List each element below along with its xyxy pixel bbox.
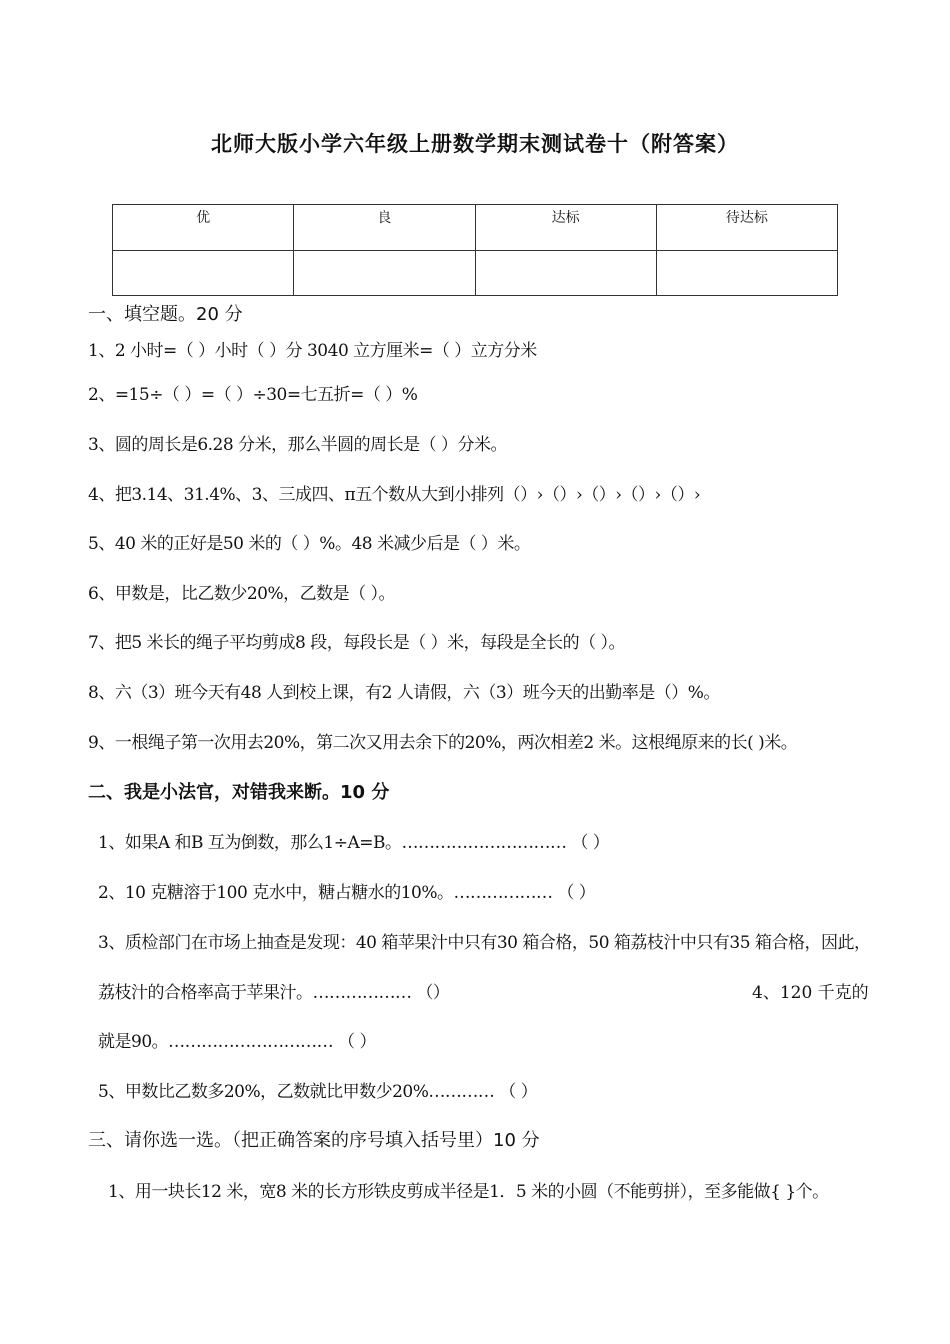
section1-question-2: 2、=15÷（ ）=（ ）÷30=七五折=（ ）% [88, 385, 418, 405]
section1-question-7: 7、把5 米长的绳子平均剪成8 段，每段长是（ ）米，每段是全长的（ ）。 [88, 633, 626, 653]
section1-question-6: 6、甲数是，比乙数少20%，乙数是（ ）。 [88, 584, 396, 604]
section2-question-3-line2: 荔枝汁的合格率高于苹果汁。……………… （） [98, 983, 450, 1003]
section1-question-4: 4、把3.14、31.4%、3、三成四、π五个数从大到小排列（）›（）›（）›（）›（）› [88, 485, 701, 505]
grade-header-excellent: 优 [113, 205, 294, 251]
section1-heading: 一、填空题。20 分 [88, 304, 243, 325]
section3-heading: 三、请你选一选。（把正确答案的序号填入括号里）10 分 [88, 1130, 540, 1151]
section1-question-1: 1、2 小时=（ ）小时（ ）分 3040 立方厘米=（ ）立方分米 [88, 341, 537, 361]
section2-question-1: 1、如果A 和B 互为倒数，那么1÷A=B。………………………… （ ） [98, 833, 610, 853]
grade-header-good: 良 [294, 205, 475, 251]
grade-score-row [113, 251, 838, 296]
section1-question-3: 3、圆的周长是6.28 分米，那么半圆的周长是（ ）分米。 [88, 435, 507, 455]
grade-cell-fail[interactable] [656, 251, 837, 296]
section1-question-9: 9、一根绳子第一次用去20%，第二次又用去余下的20%，两次相差2 米。这根绳原来的长( )米。 [88, 733, 798, 753]
grade-cell-excellent[interactable] [113, 251, 294, 296]
grade-cell-good[interactable] [294, 251, 475, 296]
section2-heading: 二、我是小法官，对错我来断。10 分 [88, 782, 390, 803]
page-title: 北师大版小学六年级上册数学期末测试卷十（附答案） [211, 132, 739, 156]
section2-question-4-line2: 就是90。………………………… （ ） [98, 1032, 376, 1052]
section1-question-5: 5、40 米的正好是50 米的（ ）%。48 米减少后是（ ）米。 [88, 534, 531, 554]
section2-question-2: 2、10 克糖溶于100 克水中，糖占糖水的10%。……………… （ ） [98, 883, 596, 903]
section2-question-3-line1: 3、质检部门在市场上抽查是发现：40 箱苹果汁中只有30 箱合格，50 箱荔枝汁中只有35 箱合格，因此， [98, 933, 871, 953]
grade-header-fail: 待达标 [656, 205, 837, 251]
grade-header-row [113, 205, 838, 251]
section2-question-5: 5、甲数比乙数多20%，乙数就比甲数少20%………… （ ） [98, 1082, 538, 1102]
grade-cell-pass[interactable] [475, 251, 656, 296]
section2-question-4-line1: 4、120 千克的 [752, 983, 869, 1003]
grade-table [112, 204, 838, 296]
section3-question-1: 1、用一块长12 米，宽8 米的长方形铁皮剪成半径是1．5 米的小圆（不能剪拼），至多能做{ }个。 [108, 1182, 829, 1202]
section1-question-8: 8、六（3）班今天有48 人到校上课，有2 人请假，六（3）班今天的出勤率是（）%。 [88, 683, 720, 703]
grade-header-pass: 达标 [475, 205, 656, 251]
